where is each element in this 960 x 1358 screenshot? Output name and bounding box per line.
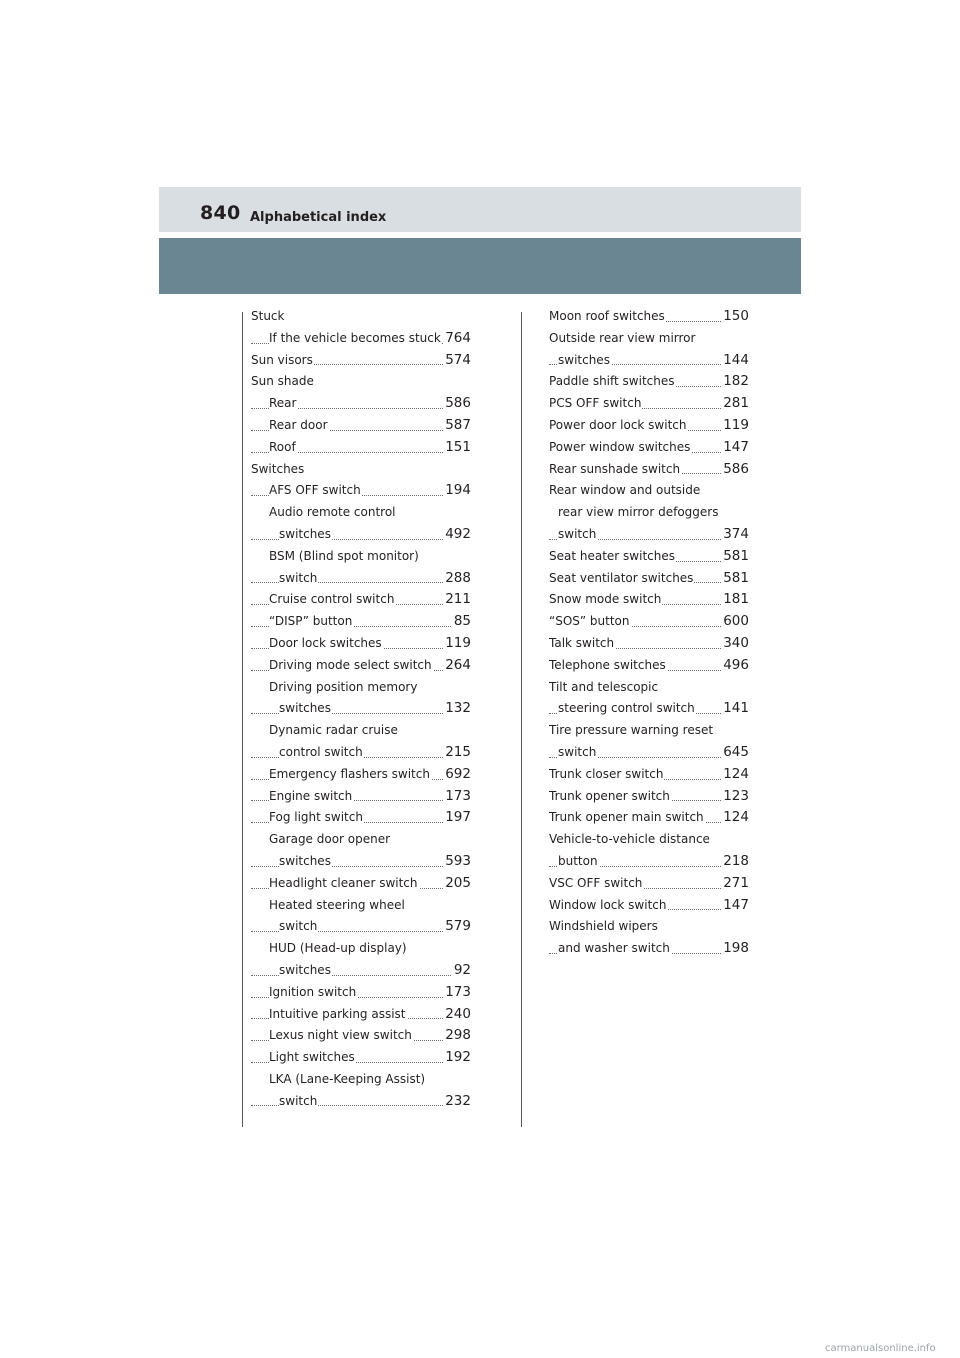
index-entry-page: 215 — [443, 742, 471, 764]
index-entry — [549, 328, 749, 350]
index-entry-label: HUD (Head-up display) — [269, 941, 407, 956]
index-entry — [549, 415, 749, 437]
index-entry-page: 132 — [443, 698, 471, 720]
index-entry — [549, 916, 749, 938]
index-entry — [251, 916, 471, 938]
index-entry-label: switches — [279, 701, 331, 716]
index-entry — [549, 895, 749, 917]
index-entry-label: AFS OFF switch — [269, 483, 361, 498]
index-entry-label: Audio remote control — [269, 505, 396, 520]
index-entry — [549, 393, 749, 415]
index-entry-page: 240 — [443, 1004, 471, 1026]
index-entry-page: 85 — [452, 611, 471, 633]
index-entry-label: Lexus night view switch — [269, 1028, 412, 1043]
index-entry-page: 198 — [721, 938, 749, 960]
column-divider-right — [521, 312, 522, 1127]
index-entry — [251, 655, 471, 677]
index-entry-label: Rear — [269, 396, 297, 411]
index-entry — [251, 437, 471, 459]
index-entry — [251, 895, 471, 917]
index-entry-label: switch — [279, 919, 318, 934]
index-entry-label: Rear sunshade switch — [549, 461, 681, 476]
index-entry-label: Rear window and outside — [549, 483, 701, 498]
index-column-left — [251, 306, 471, 1112]
index-entry-label: switches — [279, 526, 331, 541]
index-entry — [549, 437, 749, 459]
index-entry-label: Paddle shift switches — [549, 374, 675, 389]
index-entry — [549, 829, 749, 851]
index-entry-page: 645 — [721, 742, 749, 764]
index-entry-label: Vehicle-to-vehicle distance — [549, 832, 710, 847]
index-entry-label: Switches — [251, 461, 305, 476]
index-entry — [549, 677, 749, 699]
index-entry — [549, 350, 749, 372]
index-entry-label: switch — [279, 570, 318, 585]
index-entry — [549, 807, 749, 829]
index-entry-label: Sun shade — [251, 374, 314, 389]
index-entry-page: 205 — [443, 873, 471, 895]
index-entry-page: 173 — [443, 982, 471, 1004]
index-entry-page: 586 — [721, 459, 749, 481]
index-entry-label: Headlight cleaner switch — [269, 875, 418, 890]
index-entry — [251, 720, 471, 742]
index-entry — [251, 502, 471, 524]
index-entry-page: 124 — [721, 807, 749, 829]
index-entry — [549, 938, 749, 960]
index-entry — [251, 851, 471, 873]
index-entry-label: control switch — [279, 744, 363, 759]
index-entry-label: switches — [558, 352, 610, 367]
index-entry-page: 144 — [721, 350, 749, 372]
column-divider-left — [242, 312, 243, 1127]
index-entry — [251, 982, 471, 1004]
index-entry-label: Outside rear view mirror — [549, 330, 696, 345]
index-entry-label: Windshield wipers — [549, 919, 658, 934]
index-entry-page: 496 — [721, 655, 749, 677]
index-entry-label: Roof — [269, 439, 296, 454]
index-entry — [251, 306, 471, 328]
index-entry-label: Rear door — [269, 417, 328, 432]
index-entry-page: 124 — [721, 764, 749, 786]
index-entry — [251, 524, 471, 546]
index-entry-page: 298 — [443, 1025, 471, 1047]
index-entry-page: 600 — [721, 611, 749, 633]
index-column-right — [549, 306, 749, 960]
index-entry-page: 182 — [721, 371, 749, 393]
index-entry-page: 218 — [721, 851, 749, 873]
index-entry-page: 147 — [721, 437, 749, 459]
index-entry-page: 150 — [721, 306, 749, 328]
index-entry — [251, 568, 471, 590]
index-entry — [251, 393, 471, 415]
index-entry-page: 151 — [443, 437, 471, 459]
index-entry — [251, 1004, 471, 1026]
index-entry-page: 374 — [721, 524, 749, 546]
index-entry — [251, 960, 471, 982]
index-entry-label: Tilt and telescopic — [549, 679, 659, 694]
index-entry-label: Fog light switch — [269, 810, 363, 825]
index-entry-label: Dynamic radar cruise — [269, 723, 398, 738]
index-entry — [251, 611, 471, 633]
index-entry-label: switches — [279, 853, 331, 868]
index-entry — [251, 371, 471, 393]
index-entry-label: switch — [558, 526, 597, 541]
index-entry-page: 340 — [721, 633, 749, 655]
index-entry-label: Garage door opener — [269, 832, 391, 847]
index-entry-label: Cruise control switch — [269, 592, 395, 607]
index-entry-page: 586 — [443, 393, 471, 415]
index-entry-label: Trunk opener main switch — [549, 810, 704, 825]
index-entry-page: 123 — [721, 786, 749, 808]
index-entry — [251, 633, 471, 655]
section-title: Alphabetical index — [250, 210, 387, 225]
index-entry — [549, 502, 749, 524]
index-entry — [251, 1091, 471, 1113]
index-entry — [549, 698, 749, 720]
index-entry — [549, 524, 749, 546]
index-entry-page: 173 — [443, 786, 471, 808]
index-entry — [251, 1025, 471, 1047]
index-entry-page: 147 — [721, 895, 749, 917]
index-entry-page: 92 — [452, 960, 471, 982]
index-entry-label: rear view mirror defoggers — [558, 505, 719, 520]
index-entry-label: LKA (Lane-Keeping Assist) — [269, 1071, 426, 1086]
index-entry-label: Heated steering wheel — [269, 897, 405, 912]
index-entry — [549, 633, 749, 655]
index-entry — [549, 459, 749, 481]
index-entry-page: 764 — [443, 328, 471, 350]
index-entry-page: 574 — [443, 350, 471, 372]
index-entry — [251, 786, 471, 808]
index-entry-page: 492 — [443, 524, 471, 546]
index-entry-label: Power window switches — [549, 439, 691, 454]
index-entry-page: 194 — [443, 480, 471, 502]
index-entry-label: VSC OFF switch — [549, 875, 643, 890]
index-entry-label: Ignition switch — [269, 984, 357, 999]
index-entry-label: Intuitive parking assist — [269, 1006, 406, 1021]
page-number: 840 — [200, 202, 241, 224]
index-entry-page: 593 — [443, 851, 471, 873]
index-entry — [549, 764, 749, 786]
index-entry-page: 119 — [443, 633, 471, 655]
index-entry-page: 181 — [721, 589, 749, 611]
accent-band — [159, 238, 801, 294]
index-entry-label: Tire pressure warning reset — [549, 723, 714, 738]
index-entry-page: 692 — [443, 764, 471, 786]
index-entry — [549, 371, 749, 393]
index-entry-label: switch — [558, 744, 597, 759]
index-entry-page: 197 — [443, 807, 471, 829]
index-entry-label: If the vehicle becomes stuck — [269, 330, 441, 345]
index-entry-label: switches — [279, 962, 331, 977]
index-entry — [549, 873, 749, 895]
index-entry — [251, 742, 471, 764]
index-entry — [251, 829, 471, 851]
index-entry-label: Stuck — [251, 309, 285, 323]
index-entry-label: Driving position memory — [269, 679, 418, 694]
index-entry — [549, 568, 749, 590]
index-entry — [251, 328, 471, 350]
index-entry-page: 581 — [721, 546, 749, 568]
index-entry — [251, 764, 471, 786]
index-entry-label: Power door lock switch — [549, 417, 687, 432]
index-entry — [251, 873, 471, 895]
index-entry-label: “SOS” button — [549, 614, 630, 629]
index-entry — [251, 1069, 471, 1091]
index-entry — [549, 786, 749, 808]
index-entry-page: 271 — [721, 873, 749, 895]
index-entry-page: 288 — [443, 568, 471, 590]
index-entry-page: 579 — [443, 916, 471, 938]
index-entry — [549, 742, 749, 764]
index-entry-label: and washer switch — [558, 941, 670, 956]
index-entry-label: Seat heater switches — [549, 548, 675, 563]
index-entry-label: Emergency flashers switch — [269, 766, 430, 781]
index-entry-label: Door lock switches — [269, 635, 382, 650]
watermark: carmanualsonline.info — [825, 1343, 936, 1354]
index-entry — [251, 677, 471, 699]
index-entry-label: “DISP” button — [269, 614, 353, 629]
index-entry — [549, 611, 749, 633]
index-entry-page: 281 — [721, 393, 749, 415]
index-entry-label: Telephone switches — [549, 657, 666, 672]
index-entry — [251, 807, 471, 829]
index-entry-label: Sun visors — [251, 352, 313, 367]
index-entry — [251, 698, 471, 720]
index-entry-label: Trunk opener switch — [549, 788, 670, 803]
index-entry-label: steering control switch — [558, 701, 695, 716]
index-entry-label: Moon roof switches — [549, 309, 665, 323]
index-entry-page: 211 — [443, 589, 471, 611]
index-entry-page: 192 — [443, 1047, 471, 1069]
index-entry-label: Engine switch — [269, 788, 353, 803]
index-entry-page: 119 — [721, 415, 749, 437]
index-entry — [251, 480, 471, 502]
index-entry — [549, 480, 749, 502]
index-entry-page: 587 — [443, 415, 471, 437]
index-entry — [549, 720, 749, 742]
index-entry — [251, 1047, 471, 1069]
index-entry — [251, 459, 471, 481]
index-entry-label: Snow mode switch — [549, 592, 662, 607]
index-entry — [251, 546, 471, 568]
index-entry-page: 141 — [721, 698, 749, 720]
index-entry — [549, 851, 749, 873]
index-entry-page: 581 — [721, 568, 749, 590]
index-entry-label: Window lock switch — [549, 897, 667, 912]
index-entry-label: Seat ventilator switches — [549, 570, 694, 585]
index-entry — [251, 589, 471, 611]
index-entry — [549, 546, 749, 568]
index-entry — [251, 938, 471, 960]
index-entry-label: PCS OFF switch — [549, 396, 642, 411]
index-entry-label: Driving mode select switch — [269, 657, 432, 672]
index-entry-page: 264 — [443, 655, 471, 677]
index-entry — [251, 415, 471, 437]
index-entry-label: Light switches — [269, 1050, 355, 1065]
index-entry-label: BSM (Blind spot monitor) — [269, 548, 419, 563]
index-entry-label: switch — [279, 1093, 318, 1108]
index-entry — [549, 655, 749, 677]
index-entry-label: Talk switch — [549, 635, 615, 650]
index-entry — [549, 589, 749, 611]
index-entry-label: button — [558, 853, 598, 868]
index-entry-page: 232 — [443, 1091, 471, 1113]
index-entry-label: Trunk closer switch — [549, 766, 664, 781]
index-entry — [251, 350, 471, 372]
index-entry — [549, 306, 749, 328]
